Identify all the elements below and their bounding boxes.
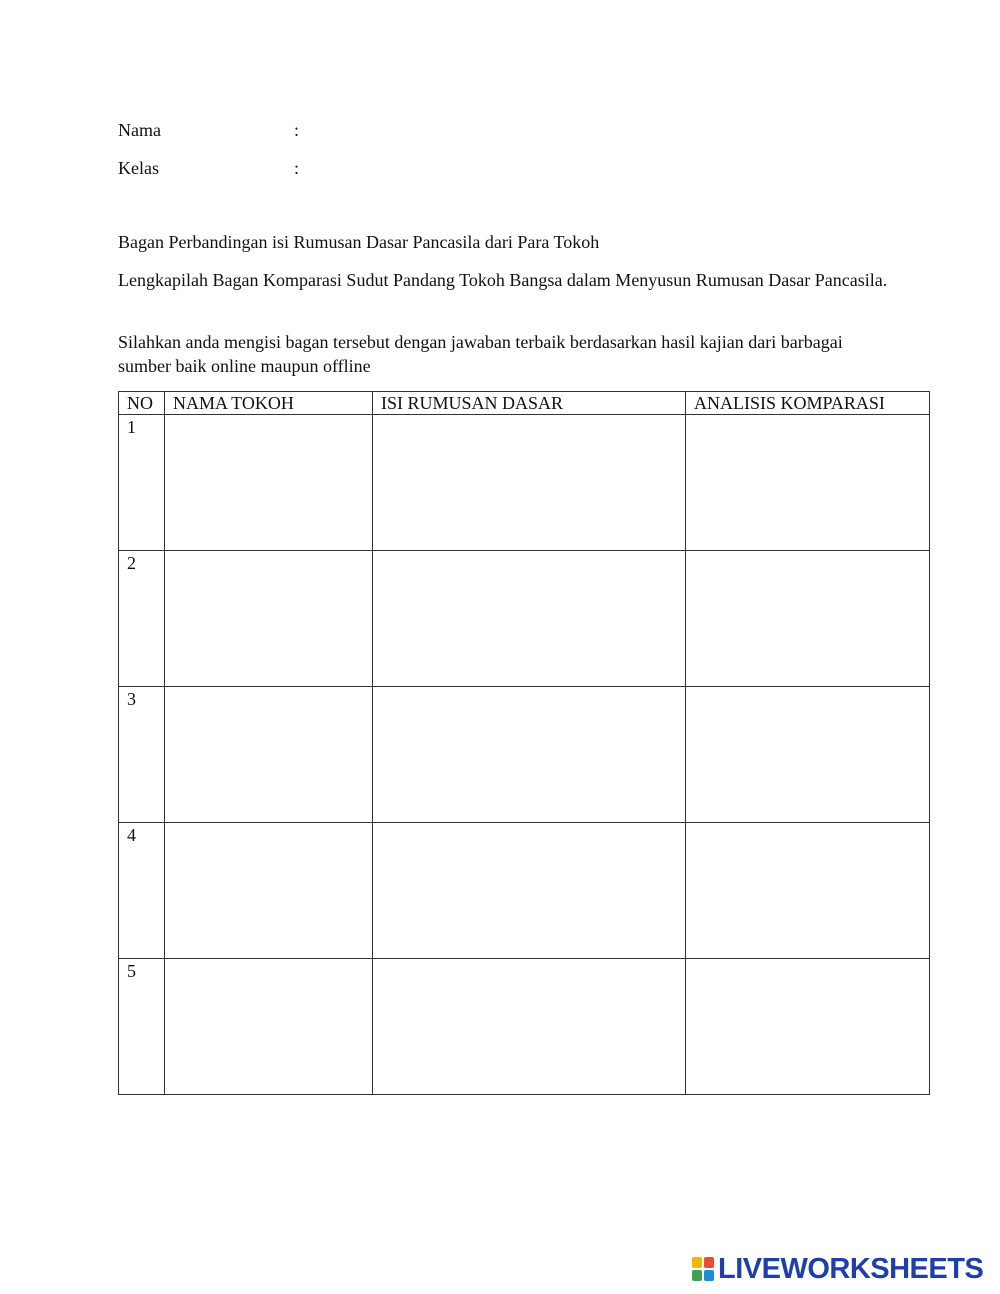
instruction-1: Lengkapilah Bagan Komparasi Sudut Pandang Tokoh Bangsa dalam Menyusun Rumusan Dasar Pancasila. bbox=[118, 270, 888, 290]
table-row bbox=[119, 823, 930, 959]
analisis-komparasi-cell[interactable] bbox=[686, 415, 930, 551]
liveworksheets-brand bbox=[692, 1254, 983, 1284]
header-analisis-komparasi: ANALISIS KOMPARASI bbox=[686, 392, 930, 415]
table-row bbox=[119, 415, 930, 551]
instruction-2: Silahkan anda mengisi bagan tersebut dengan jawaban terbaik berdasarkan hasil kajian dari barbagai sumber baik online maupun offline bbox=[118, 332, 843, 376]
worksheet-title: Bagan Perbandingan isi Rumusan Dasar Pancasila dari Para Tokoh bbox=[118, 232, 600, 252]
nama-label: Nama bbox=[118, 120, 161, 140]
nama-tokoh-cell[interactable] bbox=[165, 551, 373, 687]
logo-tile bbox=[692, 1257, 702, 1268]
nama-tokoh-cell[interactable] bbox=[165, 415, 373, 551]
nama-tokoh-cell[interactable] bbox=[165, 687, 373, 823]
nama-colon: : bbox=[294, 120, 300, 140]
nama-tokoh-cell[interactable] bbox=[165, 959, 373, 1095]
logo-tile bbox=[692, 1270, 702, 1281]
header-nama-tokoh: NAMA TOKOH bbox=[165, 392, 373, 415]
kelas-colon: : bbox=[294, 158, 300, 178]
header-no: NO bbox=[119, 392, 165, 415]
table-row bbox=[119, 687, 930, 823]
logo-tile bbox=[704, 1270, 714, 1281]
isi-rumusan-dasar-cell[interactable] bbox=[373, 959, 686, 1095]
row-number: 3 bbox=[119, 687, 165, 823]
logo-tile bbox=[704, 1257, 714, 1268]
nama-tokoh-cell[interactable] bbox=[165, 823, 373, 959]
table-row bbox=[119, 551, 930, 687]
header-isi-rumusan-dasar: ISI RUMUSAN DASAR bbox=[373, 392, 686, 415]
analisis-komparasi-cell[interactable] bbox=[686, 959, 930, 1095]
analisis-komparasi-cell[interactable] bbox=[686, 687, 930, 823]
comparison-table bbox=[118, 391, 930, 1095]
isi-rumusan-dasar-cell[interactable] bbox=[373, 415, 686, 551]
kelas-label: Kelas bbox=[118, 158, 159, 178]
table-header-row bbox=[119, 392, 930, 415]
row-number: 4 bbox=[119, 823, 165, 959]
brand-name: LIVEWORKSHEETS bbox=[718, 1253, 984, 1285]
row-number: 1 bbox=[119, 415, 165, 551]
isi-rumusan-dasar-cell[interactable] bbox=[373, 551, 686, 687]
analisis-komparasi-cell[interactable] bbox=[686, 551, 930, 687]
table-row bbox=[119, 959, 930, 1095]
row-number: 2 bbox=[119, 551, 165, 687]
row-number: 5 bbox=[119, 959, 165, 1095]
liveworksheets-logo-icon bbox=[692, 1257, 714, 1281]
analisis-komparasi-cell[interactable] bbox=[686, 823, 930, 959]
isi-rumusan-dasar-cell[interactable] bbox=[373, 823, 686, 959]
isi-rumusan-dasar-cell[interactable] bbox=[373, 687, 686, 823]
